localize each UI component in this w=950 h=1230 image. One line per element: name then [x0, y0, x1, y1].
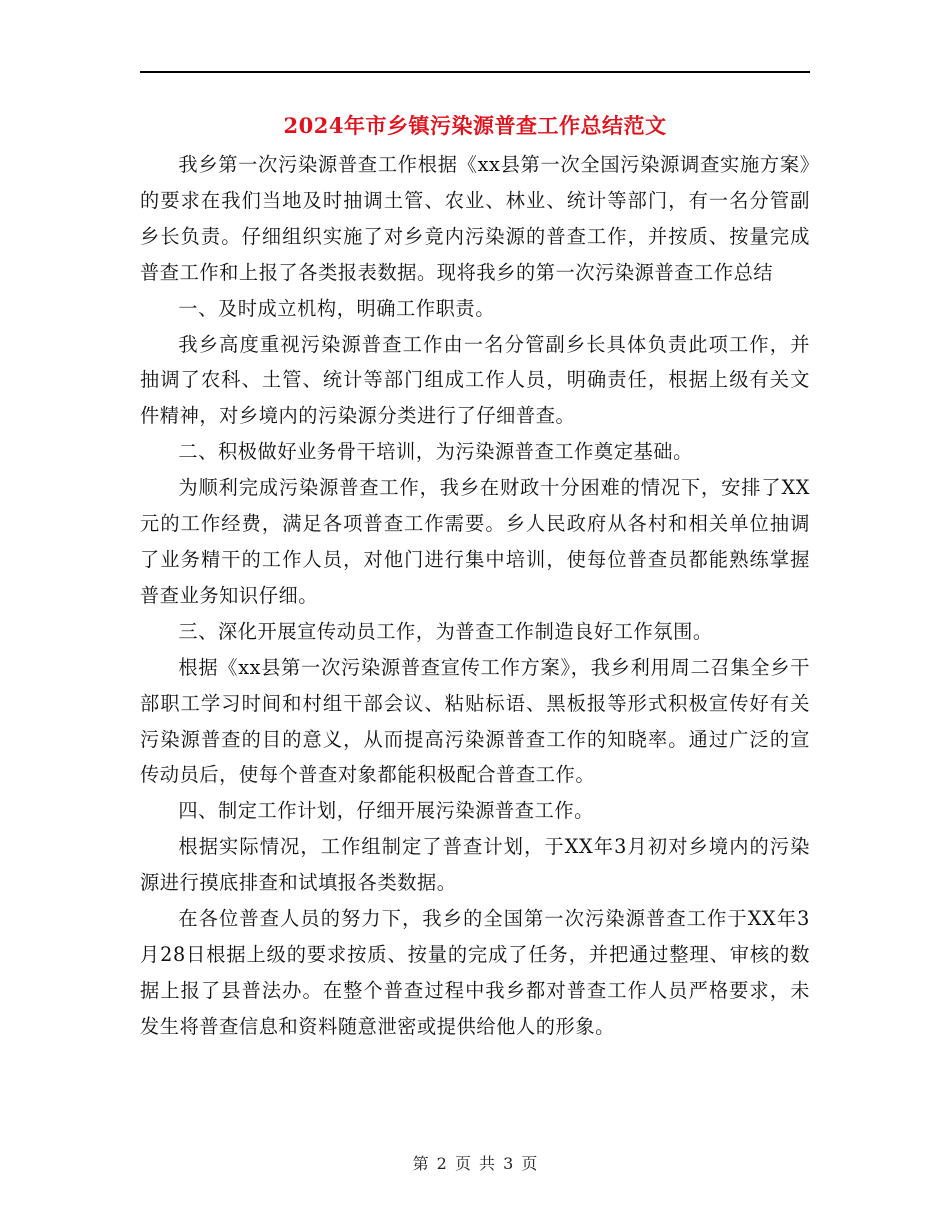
paragraph-section-3: 根据《xx县第一次污染源普查宣传工作方案》，我乡利用周二召集全乡干部职工学习时间和村组干部会议、粘贴标语、黑板报等形式积极宣传好有关污染源普查的目的意义，从而提高污染源普查工作的知晓率。通过广泛的宣传动员后，使每个普查对象都能积极配合普查工作。 — [140, 655, 810, 787]
paragraph-conclusion: 在各位普查人员的努力下，我乡的全国第一次污染源普查工作于XX年3月28日根据上级的要求按质、按量的完成了任务，并把通过整理、审核的数据上报了县普法办。在整个普查过程中我乡都对普查工作人员严格要求，未发生将普查信息和资料随意泄密或提供给他人的形象。 — [140, 907, 810, 1038]
header-rule — [140, 71, 810, 73]
page-number: 第 2 页 共 3 页 — [412, 1154, 538, 1173]
document-title: 2024年市乡镇污染源普查工作总结范文 — [283, 113, 667, 138]
paragraph-section-4: 根据实际情况，工作组制定了普查计划，于XX年3月初对乡境内的污染源进行摸底排查和试填报各类数据。 — [140, 835, 810, 895]
paragraph-section-1: 我乡高度重视污染源普查工作由一名分管副乡长具体负责此项工作，并抽调了农科、土管、统计等部门组成工作人员，明确责任，根据上级有关文件精神，对乡境内的污染源分类进行了仔细普查。 — [140, 332, 810, 428]
document-body — [140, 147, 810, 1045]
section-heading-1: 一、及时成立机构，明确工作职责。 — [178, 296, 495, 320]
section-heading-3: 三、深化开展宣传动员工作，为普查工作制造良好工作氛围。 — [178, 619, 713, 643]
section-heading-4: 四、制定工作计划，仔细开展污染源普查工作。 — [178, 799, 594, 823]
paragraph-intro: 我乡第一次污染源普查工作根据《xx县第一次全国污染源调查实施方案》的要求在我们当地及时抽调土管、农业、林业、统计等部门，有一名分管副乡长负责。仔细组织实施了对乡竟内污染源的普查工作，并按质、按量完成普查工作和上报了各类报表数据。现将我乡的第一次污染源普查工作总结 — [140, 153, 810, 284]
section-heading-2: 二、积极做好业务骨干培训，为污染源普查工作奠定基础。 — [178, 440, 693, 464]
paragraph-section-2: 为顺利完成污染源普查工作，我乡在财政十分困难的情况下，安排了XX元的工作经费，满足各项普查工作需要。乡人民政府从各村和相关单位抽调了业务精干的工作人员，对他门进行集中培训，使每位普查员都能熟练掌握普查业务知识仔细。 — [140, 476, 810, 607]
